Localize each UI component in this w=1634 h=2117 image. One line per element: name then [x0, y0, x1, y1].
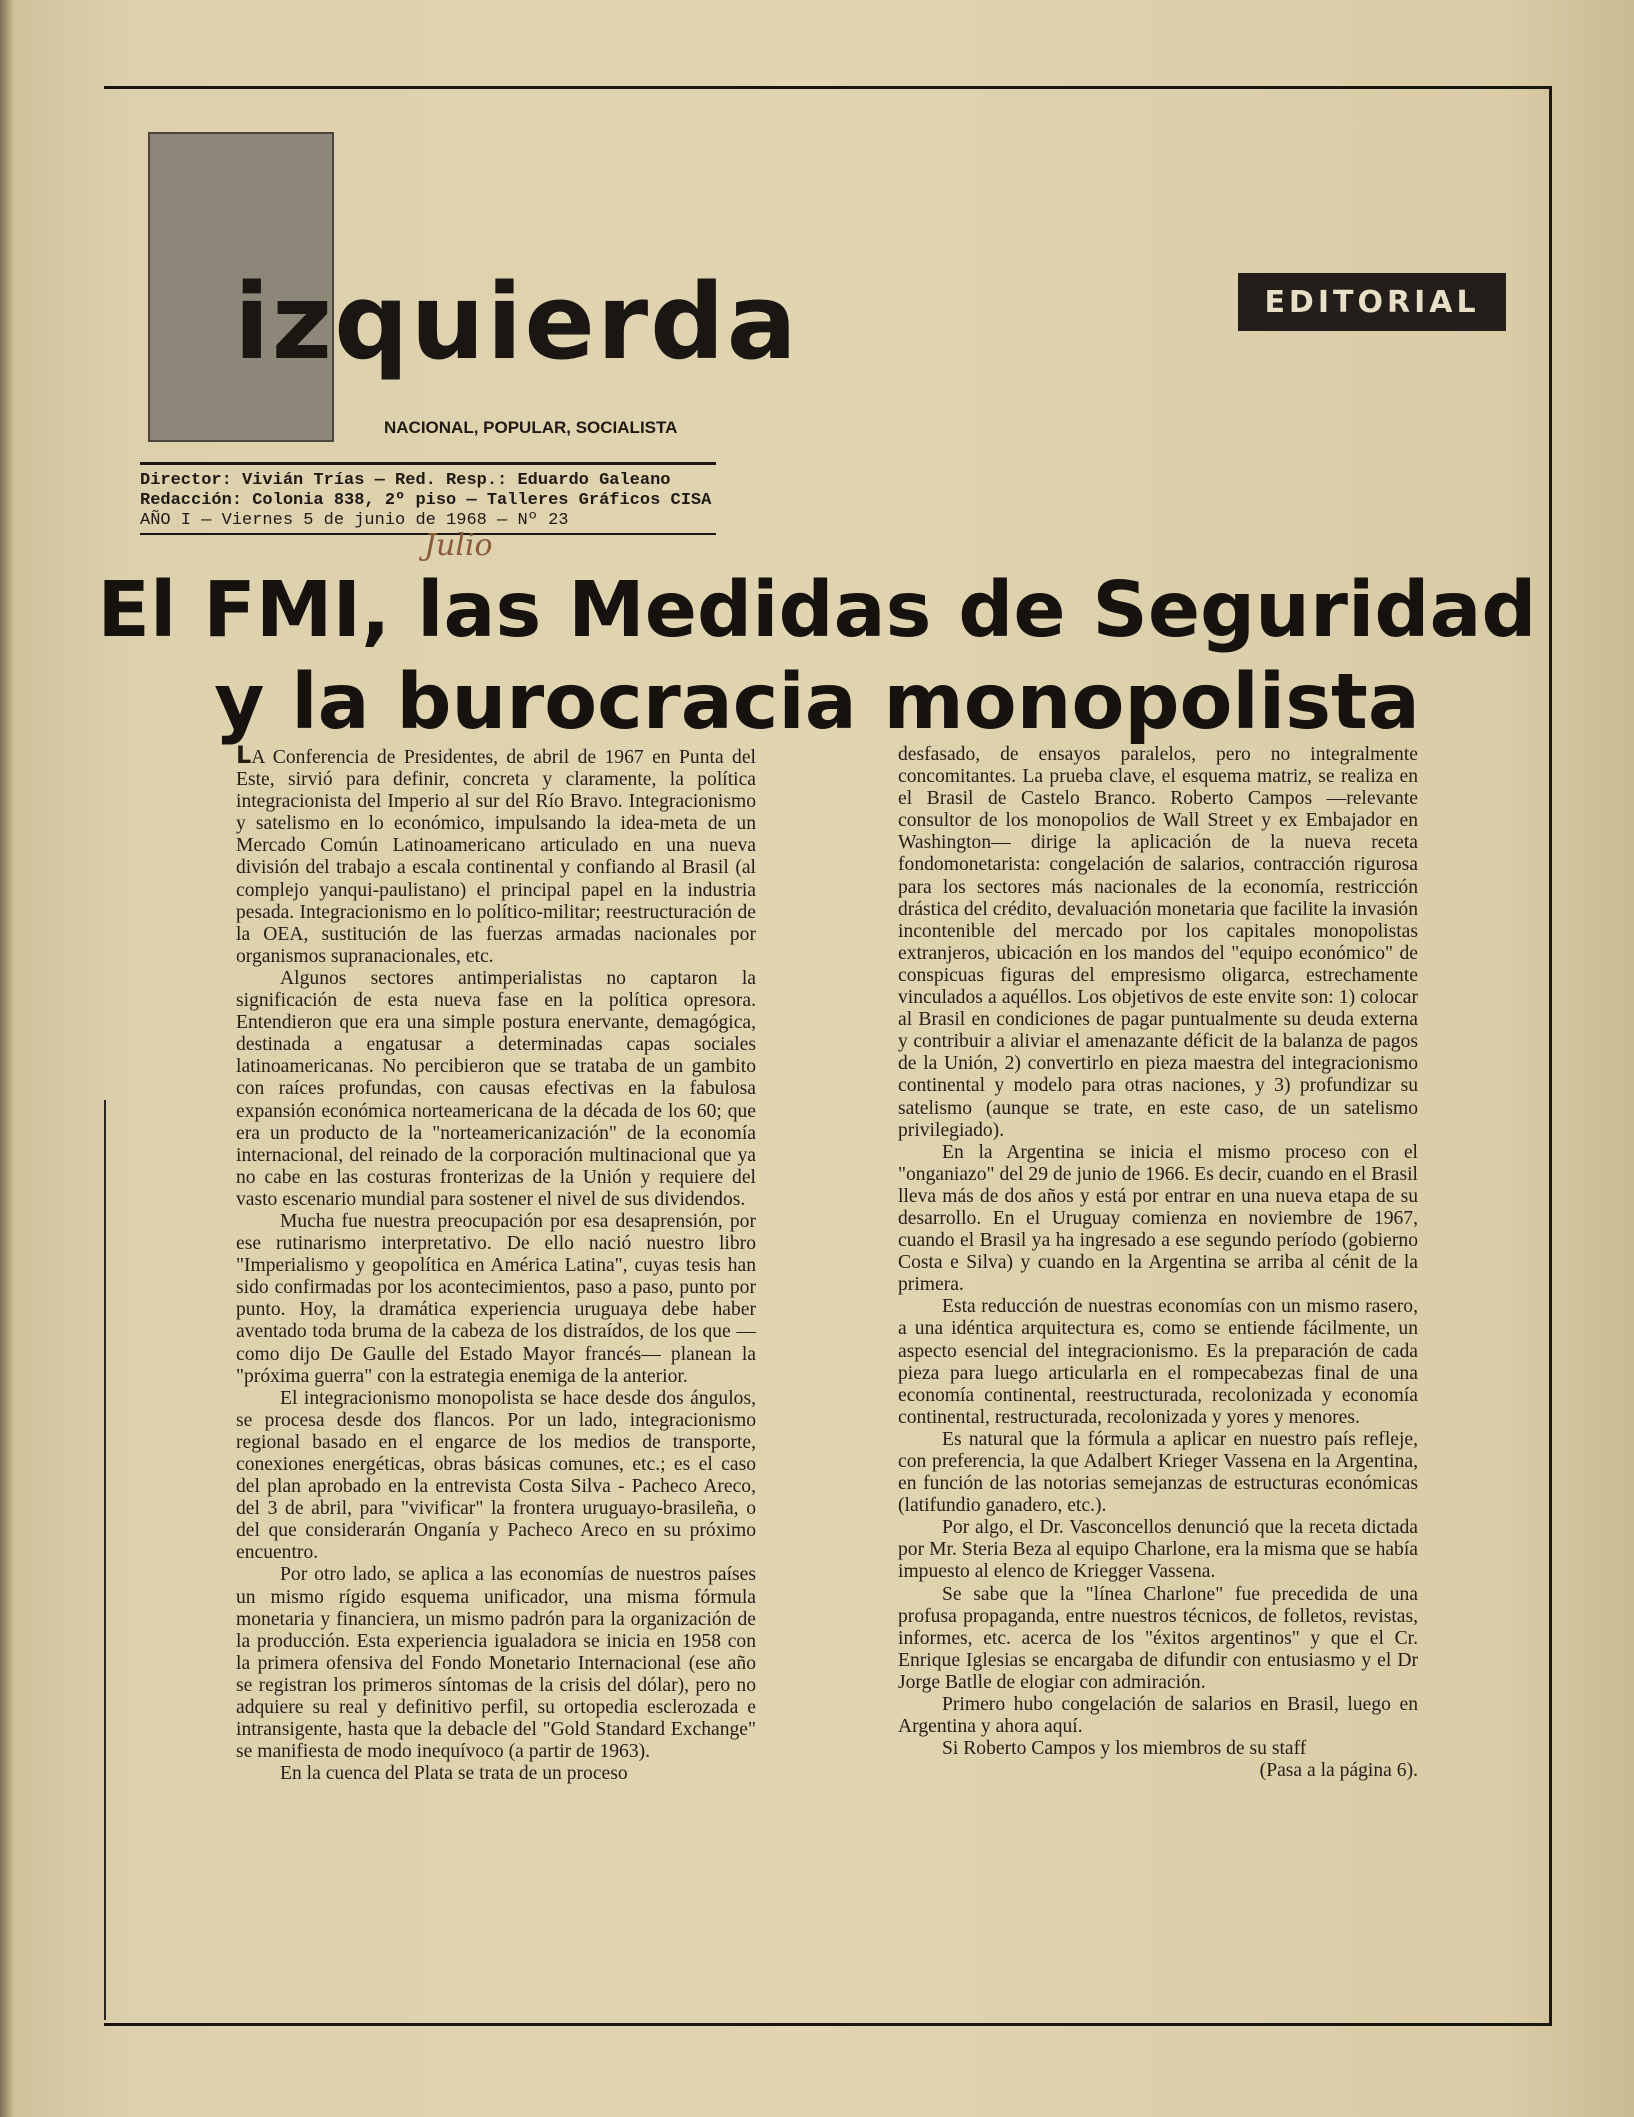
- info-director-line: Director: Vivián Trías — Red. Resp.: Eduardo Galeano: [140, 471, 671, 490]
- publication-info: [140, 462, 716, 535]
- article-column-right: [898, 744, 1418, 1782]
- paragraph: En la cuenca del Plata se trata de un proceso: [280, 1763, 628, 1785]
- paragraph: El integracionismo monopolista se hace desde dos ángulos, se procesa desde dos flancos. Por un lado, integracionismo regional basado en el engarce de los medios de transporte, conexiones energéticas, obras básicas comunes, etc.; es el caso del plan aprobado en la entrevista Costa Silva - Pacheco Areco, del 3 de abril, para "vivificar" la frontera uruguayo-brasileña, o del que considerarán Onganía y Pacheco Areco en su próximo encuentro.: [236, 1387, 756, 1564]
- masthead-tagline: NACIONAL, POPULAR, SOCIALISTA: [384, 418, 678, 437]
- paragraph: Esta reducción de nuestras economías con un mismo rasero, a una idéntica arquitectura es, como se entiende fácilmente, un aspecto esencial del integracionismo. Es la preparación de cada pieza para luego articularla en el rompecabezas final de una economía continental, reestructurada, recolonizada y economía continental, restructurada, recolonizada y yores y menores.: [898, 1296, 1418, 1428]
- paragraph: Por algo, el Dr. Vasconcellos denunció que la receta dictada por Mr. Steria Beza al equipo Charlone, era la misma que se había impuesto al elenco de Kriegger Vassena.: [898, 1517, 1418, 1583]
- paragraph: Se sabe que la "línea Charlone" fue precedida de una profusa propaganda, entre nuestros técnicos, de folletos, revistas, informes, etc. acerca de los "éxitos argentinos" y que el Cr. Enrique Iglesias se encargaba de difundir con entusiasmo y el Dr Jorge Batlle de elogiar con admiración.: [898, 1583, 1418, 1693]
- info-issue-line: AÑO I — Viernes 5 de junio de 1968 — Nº 23: [140, 511, 569, 530]
- paragraph: Por otro lado, se aplica a las economías de nuestros países un mismo rígido esquema unificador, una misma fórmula monetaria y financiera, un mismo padrón para la organización de la producción. Esta experiencia igualadora se inicia en 1958 con la primera ofensiva del Fondo Monetario Internacional (ese año se registran los primeros síntomas de la crisis del dólar), pero no adquiere su real y definitivo perfil, su ortopedia esclerozada e intransigente, hasta que la debacle del "Gold Standard Exchange" se manifiesta de modo inequívoco (a partir de 1963).: [236, 1564, 756, 1763]
- page-edge-shadow: [0, 0, 14, 2117]
- paragraph: En la Argentina se inicia el mismo proceso con el "onganiazo" del 29 de junio de 1966. Es decir, cuando en el Brasil lleva más de dos años y está por entrar en una nueva etapa de su desarrollo. En el Uruguay comienza en noviembre de 1967, cuando el Brasil ya ha ingresado a ese segundo período (gobierno Costa e Silva) y cuando en la Argentina se arriba al cénit de la primera.: [898, 1141, 1418, 1296]
- paragraph: Mucha fue nuestra preocupación por esa desaprensión, por ese rutinarismo interpretativo. De ello nació nuestro libro "Imperialismo y geopolítica en América Latina", cuyas tesis han sido confirmadas por los acontecimientos, paso a paso, punto por punto. Hoy, la dramática experiencia uruguaya debe haber aventado toda bruma de la cabeza de los distraídos, de los que —como dijo De Gaulle del Estado Mayor francés— planean la "próxima guerra" con la estrategia enemiga de la anterior.: [236, 1210, 756, 1387]
- editorial-label: EDITORIAL: [1238, 273, 1506, 331]
- paragraph: Es natural que la fórmula a aplicar en nuestro país refleje, con preferencia, la que Adalbert Krieger Vassena en la Argentina, en función de las notorias semejanzas de estructuras económicas (latifundio ganadero, etc.).: [898, 1428, 1418, 1517]
- drop-cap: L: [236, 741, 252, 769]
- article-column-left: [236, 741, 756, 1785]
- info-address-line: Redacción: Colonia 838, 2º piso — Talleres Gráficos CISA: [140, 491, 712, 510]
- headline-line-1: El FMI, las Medidas de Seguridad: [97, 566, 1537, 655]
- paragraph: Algunos sectores antimperialistas no captaron la significación de esta nueva fase en la política opresora. Entendieron que era una simple postura enervante, demagógica, destinada a engatusar a determinadas capas sociales latinoamericanas. No percibieron que se trataba de un gambito con raíces profundas, con causas efectivas en la fabulosa expansión económica norteamericana de la década de los 60; que era un producto de la "norteamericanización" de la economía internacional, del reinado de la corporación multinacional que ya no cabe en las costuras fronterizas de la Unión y requiere del vasto escenario mundial para sostener el nivel de sus dividendos.: [236, 967, 756, 1210]
- paragraph: desfasado, de ensayos paralelos, pero no integralmente concomitantes. La prueba clave, el esquema matriz, se realiza en el Brasil de Castelo Branco. Roberto Campos —relevante consultor de los monopolios de Wall Street y ex Embajador en Washington— dirige la aplicación de la nueva receta fondomonetarista: congelación de salarios, contracción rigurosa para los sectores más nacionales de la economía, restricción drástica del crédito, devaluación monetaria que facilite la invasión incontenible del mercado por los capitales monopolistas extranjeros, ubicación en los mandos del "equipo económico" de conspicuas figuras del empresismo oligarca, estrechamente vinculados a aquéllos. Los objetivos de este envite son: 1) colocar al Brasil en condiciones de pagar puntualmente su deuda externa y contribuir a aliviar el amenazante déficit de la balanza de pagos de la Unión, 2) convertirlo en pieza maestra del integracionismo continental y modelo para otras naciones, y 3) profundizar su satelismo (aunque se trate, en este caso, de un satelismo privilegiado).: [898, 744, 1418, 1141]
- headline-line-2: y la burocracia monopolista: [214, 658, 1420, 747]
- handwritten-note: Julio: [424, 528, 493, 563]
- paragraph: LA Conferencia de Presidentes, de abril de 1967 en Punta del Este, sirvió para definir, concreta y claramente, la política integracionista del Imperio al sur del Río Bravo. Integracionismo y satelismo en lo económico, impulsando la idea-meta de un Mercado Común Latinoamericano articulado en una nueva división del trabajo a escala continental y confiando al Brasil (al complejo yanqui-paulistano) el principal papel en la industria pesada. Integracionismo en lo político-militar; reestructuración de la OEA, sustitución de las fuerzas armadas nacionales por organismos supranacionales, etc.: [236, 741, 756, 967]
- masthead-title: izquierda: [234, 261, 799, 383]
- paragraph: Si Roberto Campos y los miembros de su staff: [942, 1738, 1307, 1760]
- article-frame-left-rule: [104, 1100, 106, 2020]
- paragraph: Primero hubo congelación de salarios en Brasil, luego en Argentina y ahora aquí.: [898, 1694, 1418, 1738]
- article-headline: [0, 565, 1634, 749]
- continuation-note: (Pasa a la página 6).: [1259, 1760, 1418, 1782]
